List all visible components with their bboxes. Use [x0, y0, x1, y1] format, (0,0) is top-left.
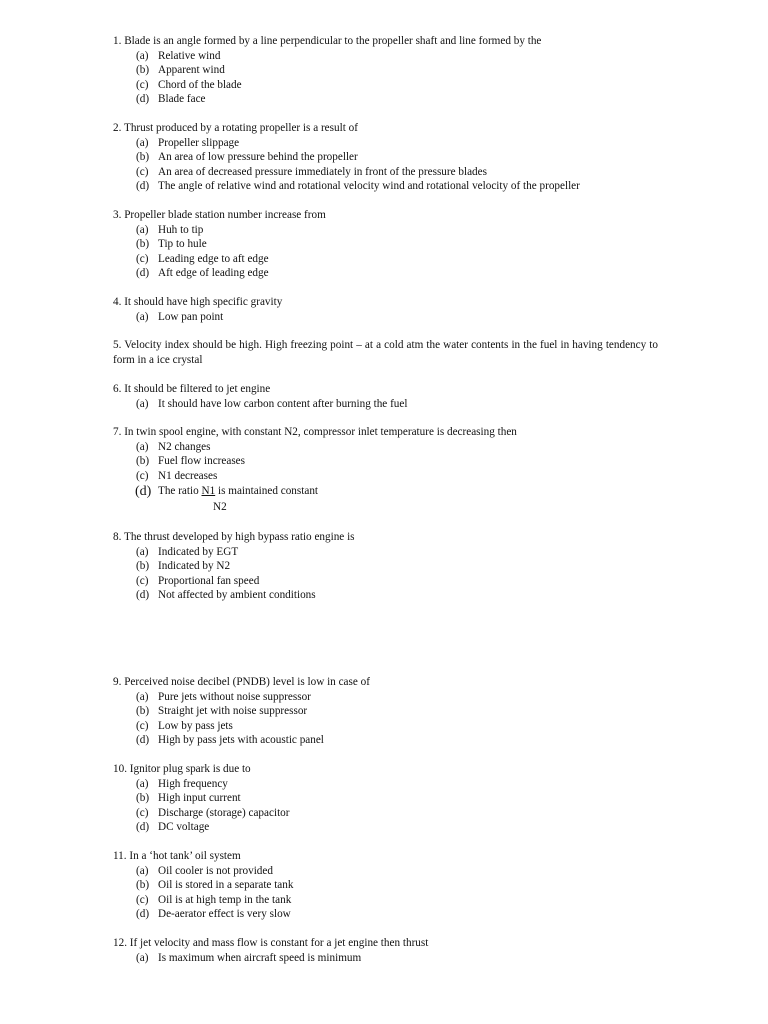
option-d	[113, 92, 658, 107]
ratio-prefix: The ratio	[158, 485, 202, 497]
option-d	[113, 907, 658, 922]
option-letter: (a)	[136, 690, 149, 703]
option-letter: (c)	[136, 719, 149, 732]
option-letter: (d)	[136, 734, 150, 746]
option-text: Discharge (storage) capacitor	[158, 806, 290, 819]
ratio-denominator-row	[113, 500, 658, 515]
option-letter: (b)	[136, 879, 150, 891]
option-c	[113, 252, 658, 267]
option-text: Oil is stored in a separate tank	[158, 879, 294, 891]
question-4	[113, 295, 658, 324]
option-letter: (a)	[136, 397, 149, 410]
option-letter: (b)	[136, 455, 150, 467]
option-b	[113, 150, 658, 165]
option-letter: (d)	[136, 267, 150, 279]
question-stem: 6. It should be filtered to jet engine	[113, 383, 271, 395]
question-stem: 5. Velocity index should be high. High freezing point – at a cold atm the water contents in the fuel in having tendency to form in a ice crystal	[113, 339, 658, 366]
question-stem: 4. It should have high specific gravity	[113, 296, 283, 308]
option-a	[113, 49, 658, 64]
option-letter: (c)	[136, 574, 149, 587]
option-d	[113, 179, 658, 194]
option-b	[113, 237, 658, 252]
option-d	[113, 483, 658, 500]
option-text: Indicated by N2	[158, 560, 231, 572]
option-text: De-aerator effect is very slow	[158, 908, 291, 920]
option-letter: (a)	[136, 310, 149, 323]
option-b	[113, 704, 658, 719]
question-stem: 1. Blade is an angle formed by a line perpendicular to the propeller shaft and line formed by the	[113, 35, 542, 47]
option-b	[113, 454, 658, 469]
option-letter: (b)	[136, 64, 150, 76]
option-text: The angle of relative wind and rotational velocity wind and rotational velocity of the propeller	[158, 180, 580, 192]
option-a	[113, 777, 658, 792]
option-text: High by pass jets with acoustic panel	[158, 734, 324, 746]
option-c	[113, 469, 658, 484]
question-7	[113, 425, 658, 515]
option-text: Blade face	[158, 93, 206, 105]
option-text: Straight jet with noise suppressor	[158, 705, 308, 717]
option-text: Low by pass jets	[158, 719, 233, 732]
option-letter: (a)	[136, 951, 149, 964]
option-text: It should have low carbon content after burning the fuel	[158, 397, 408, 410]
question-10	[113, 762, 658, 835]
option-text: Huh to tip	[158, 223, 204, 236]
option-b	[113, 63, 658, 78]
option-letter: (c)	[136, 165, 149, 178]
option-d	[113, 266, 658, 281]
option-letter: (a)	[136, 864, 149, 877]
option-text: Low pan point	[158, 310, 224, 323]
option-c	[113, 574, 658, 589]
question-stem: 3. Propeller blade station number increase from	[113, 209, 326, 221]
option-letter: (a)	[136, 777, 149, 790]
option-letter: (a)	[136, 223, 149, 236]
option-a	[113, 864, 658, 879]
question-1	[113, 34, 658, 107]
question-12	[113, 936, 658, 965]
option-c	[113, 78, 658, 93]
option-text: DC voltage	[158, 821, 210, 833]
question-stem: 7. In twin spool engine, with constant N2, compressor inlet temperature is decreasing then	[113, 426, 517, 438]
question-stem: 2. Thrust produced by a rotating propeller is a result of	[113, 122, 358, 134]
option-text: Apparent wind	[158, 64, 225, 76]
option-a	[113, 136, 658, 151]
option-c	[113, 806, 658, 821]
option-text: High input current	[158, 792, 241, 804]
question-5	[113, 338, 658, 367]
option-a	[113, 951, 658, 966]
option-a	[113, 545, 658, 560]
option-letter: (d)	[136, 589, 150, 601]
option-text: Oil is at high temp in the tank	[158, 893, 292, 906]
option-text: Indicated by EGT	[158, 545, 239, 558]
option-letter: (c)	[136, 252, 149, 265]
option-d	[113, 588, 658, 603]
question-stem: 8. The thrust developed by high bypass ratio engine is	[113, 531, 355, 543]
question-11	[113, 849, 658, 922]
option-text: Leading edge to aft edge	[158, 252, 269, 265]
option-text: Chord of the blade	[158, 78, 242, 91]
ratio-denominator: N2	[213, 501, 227, 513]
option-text: Fuel flow increases	[158, 455, 245, 467]
question-stem: 12. If jet velocity and mass flow is constant for a jet engine then thrust	[113, 937, 429, 949]
question-stem: 11. In a ‘hot tank’ oil system	[113, 850, 241, 862]
option-text: Oil cooler is not provided	[158, 864, 273, 877]
option-letter: (d)	[136, 908, 150, 920]
question-6	[113, 382, 658, 411]
option-letter: (c)	[136, 469, 149, 482]
question-stem: 10. Ignitor plug spark is due to	[113, 763, 251, 775]
ratio-suffix: is maintained constant	[215, 485, 319, 497]
option-letter: (b)	[136, 238, 150, 250]
option-text: N2 changes	[158, 440, 211, 453]
option-text: Aft edge of leading edge	[158, 267, 269, 279]
question-8	[113, 530, 658, 603]
option-letter: (c)	[136, 893, 149, 906]
option-b	[113, 791, 658, 806]
option-letter: (b)	[136, 705, 150, 717]
option-letter: (c)	[136, 806, 149, 819]
option-a	[113, 223, 658, 238]
question-3	[113, 208, 658, 281]
option-letter: (b)	[136, 560, 150, 572]
option-text: Propeller slippage	[158, 136, 240, 149]
option-letter: (a)	[136, 49, 149, 62]
option-text: Is maximum when aircraft speed is minimum	[158, 951, 362, 964]
option-text	[158, 483, 318, 500]
question-stem: 9. Perceived noise decibel (PNDB) level is low in case of	[113, 676, 370, 688]
option-letter: (d)	[136, 180, 150, 192]
option-text: Tip to hule	[158, 238, 207, 250]
option-text: An area of decreased pressure immediately in front of the pressure blades	[158, 165, 487, 178]
option-c	[113, 165, 658, 180]
option-text: Relative wind	[158, 49, 221, 62]
option-a	[113, 440, 658, 455]
option-d	[113, 820, 658, 835]
option-letter: (d)	[135, 484, 152, 499]
option-c	[113, 893, 658, 908]
option-text: High frequency	[158, 777, 228, 790]
option-d	[113, 733, 658, 748]
option-text: An area of low pressure behind the propeller	[158, 151, 358, 163]
option-text: Pure jets without noise suppressor	[158, 690, 311, 703]
option-b	[113, 878, 658, 893]
option-letter: (c)	[136, 78, 149, 91]
option-letter: (b)	[136, 792, 150, 804]
option-a	[113, 310, 658, 325]
option-letter: (a)	[136, 136, 149, 149]
question-9	[113, 675, 658, 748]
option-letter: (d)	[136, 821, 150, 833]
option-c	[113, 719, 658, 734]
option-text: Proportional fan speed	[158, 574, 260, 587]
option-letter: (a)	[136, 440, 149, 453]
option-letter: (b)	[136, 151, 150, 163]
option-letter: (a)	[136, 545, 149, 558]
option-a	[113, 397, 658, 412]
option-letter: (d)	[136, 93, 150, 105]
option-a	[113, 690, 658, 705]
question-2	[113, 121, 658, 194]
option-text: N1 decreases	[158, 469, 218, 482]
option-b	[113, 559, 658, 574]
option-text: Not affected by ambient conditions	[158, 589, 316, 601]
ratio-numerator: N1	[201, 485, 216, 497]
